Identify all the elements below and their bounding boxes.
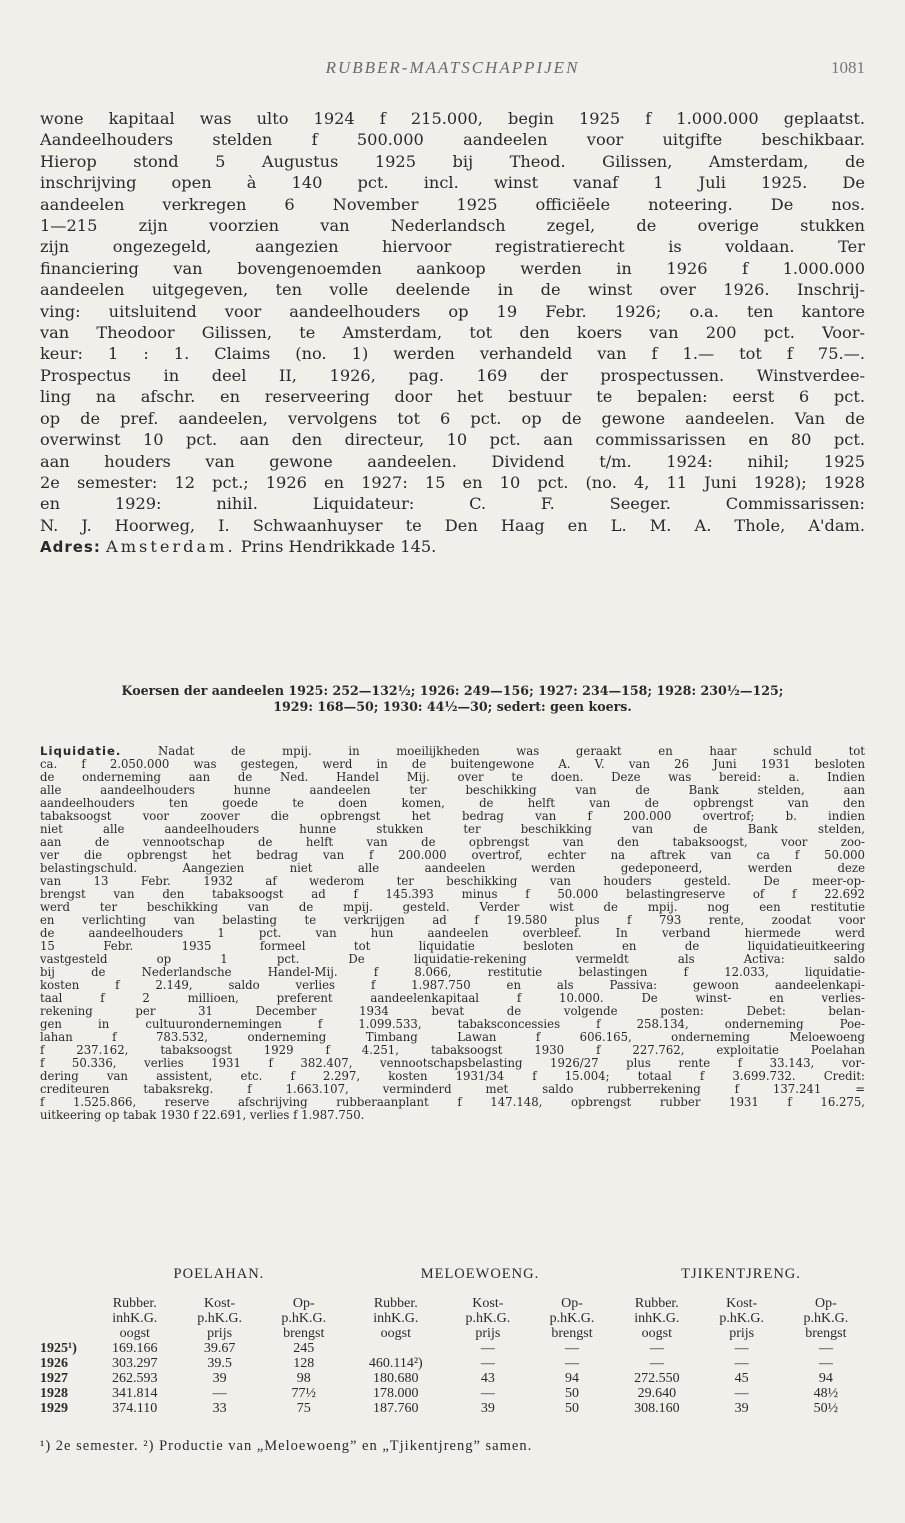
text-line: 1—215 zijn voorzien van Nederlandsch zegel, de overige stukken	[40, 216, 865, 236]
table-cell: —	[212, 1386, 227, 1401]
table-cell: 178.000	[373, 1386, 419, 1401]
liquidation-line: belastingschuld. Aangezien niet alle aandeelen werden gedeponeerd, werden deze	[40, 862, 865, 875]
liquidation-text: Nadat de mpij. in moeilijkheden was geraakt en haar schuld tot	[158, 745, 865, 758]
row-year: 1929	[40, 1401, 68, 1416]
col-header: p.hK.G.	[803, 1311, 849, 1326]
group-poelahan: POELAHAN.	[173, 1266, 265, 1282]
group-tjikentjreng: TJIKENTJRENG.	[681, 1266, 801, 1282]
table-row	[38, 1371, 868, 1386]
table-subheader	[38, 1296, 868, 1311]
col-header: oogst	[380, 1326, 411, 1341]
table-group-header	[38, 1267, 868, 1296]
text-line: wone kapitaal was ulto 1924 f 215.000, begin 1925 f 1.000.000 geplaatst.	[40, 109, 865, 128]
text-line: financiering van bovengenoemden aankoop werden in 1926 f 1.000.000	[40, 258, 865, 278]
liquidation-line: de aandeelhouders 1 pct. van hun aandeelen overbleef. In verband hiermede werd	[40, 927, 865, 940]
table-footnote: ¹) 2e semester. ²) Productie van „Meloewoeng” en „Tjikentjreng” samen.	[40, 1438, 533, 1454]
liquidation-line: gen in cultuurondernemingen f 1.099.533, tabaksconcessies f 258.134, onderneming Poe-	[40, 1018, 865, 1031]
liquidation-line: bij de Nederlandsche Handel-Mij. f 8.066, restitutie belastingen f 12.033, liquidatie-	[40, 966, 865, 979]
table-cell: 245	[293, 1341, 315, 1356]
table-cell: 48½	[813, 1386, 839, 1401]
table-cell: 94	[818, 1371, 833, 1386]
table-cell: 39.67	[203, 1341, 236, 1356]
liquidation-line: crediteuren tabaksrekg. f 1.663.107, verminderd met saldo rubberrekening f 137.241 =	[40, 1083, 865, 1096]
liquidation-line: 15 Febr. 1935 formeel tot liquidatie besloten en de liquidatieuitkeering	[40, 940, 865, 953]
col-header: inhK.G.	[634, 1311, 680, 1326]
table-row	[38, 1401, 868, 1416]
col-header: brengst	[551, 1326, 593, 1341]
liquidation-line: kosten f 2.149, saldo verlies f 1.987.750 en als Passiva: gewoon aandeelenkapi-	[40, 979, 865, 992]
share-prices-line: 1929: 168—50; 1930: 44½—30; sedert: geen koers.	[273, 699, 632, 714]
table-cell: —	[818, 1341, 833, 1356]
table-cell: 94	[565, 1371, 579, 1386]
col-header: Rubber.	[373, 1296, 418, 1311]
liquidation-line: ver die opbrengst het bedrag van f 200.000 overtrof, echter na aftrek van ca f 50.000	[40, 849, 865, 862]
col-header: p.hK.G.	[465, 1311, 511, 1326]
col-header: brengst	[805, 1326, 847, 1341]
table-cell: 98	[296, 1371, 311, 1386]
col-header: Kost-	[204, 1296, 236, 1311]
liquidation-line: werd ter beschikking van de mpij. gesteld. Verder wist de mpij. nog een restitutie	[40, 901, 865, 914]
table-cell: 374.110	[112, 1401, 158, 1416]
liquidation-line: vastgesteld op 1 pct. De liquidatie-rekening vermeldt als Activa: saldo	[40, 953, 865, 966]
liquidation-line: taal f 2 millioen, preferent aandeelenkapitaal f 10.000. De winst- en verlies-	[40, 992, 865, 1005]
col-header: oogst	[641, 1326, 673, 1341]
share-prices-line: Koersen der aandeelen 1925: 252—132½; 1926: 249—156; 1927: 234—158; 1928: 230½—125;	[121, 683, 784, 698]
text-line: inschrijving open à 140 pct. incl. winst vanaf 1 Juli 1925. De	[40, 173, 865, 193]
text-line: keur: 1 : 1. Claims (no. 1) werden verhandeld van f 1.— tot f 75.—.	[40, 344, 865, 364]
text-line: Aandeelhouders stelden f 500.000 aandeelen voor uitgifte beschikbaar.	[40, 130, 865, 150]
company-description	[40, 108, 865, 559]
text-line: aan houders van gewone aandeelen. Dividend t/m. 1924: nihil; 1925	[40, 451, 865, 471]
table-cell: —	[818, 1356, 833, 1371]
liquidation-line: f 1.525.866, reserve afschrijving rubberaanplant f 147.148, opbrengst rubber 1931 f 16.275,	[40, 1096, 865, 1109]
col-header: Kost-	[726, 1296, 758, 1311]
col-header: p.hK.G.	[719, 1311, 765, 1326]
col-header: p.hK.G.	[197, 1311, 242, 1326]
table-cell: 169.166	[112, 1341, 158, 1356]
col-header: oogst	[119, 1326, 150, 1341]
table-cell: —	[480, 1341, 495, 1356]
table-cell: 29.640	[637, 1386, 677, 1401]
table-subheader	[38, 1311, 868, 1326]
adres-street: Prins Hendrikkade 145.	[240, 537, 437, 557]
liquidation-line: f 237.162, tabaksoogst 1929 f 4.251, tabaksoogst 1930 f 227.762, exploitatie Poelahan	[40, 1044, 865, 1057]
table-cell: —	[649, 1356, 664, 1371]
table-cell: 43	[480, 1371, 495, 1386]
table-cell: 341.814	[112, 1386, 158, 1401]
table-cell: 75	[296, 1401, 311, 1416]
liquidation-label: Liquidatie.	[40, 745, 122, 758]
col-header: Op-	[561, 1296, 583, 1311]
liquidation-line: de onderneming aan de Ned. Handel Mij. over te doen. Deze was bereid: a. Indien	[40, 771, 865, 784]
text-line: overwinst 10 pct. aan den directeur, 10 pct. aan commissarissen en 80 pct.	[40, 430, 865, 450]
text-line: zijn ongezegeld, aangezien hiervoor registratierecht is voldaan. Ter	[40, 237, 865, 257]
table-cell: 308.160	[634, 1401, 680, 1416]
table-row	[38, 1386, 868, 1401]
liquidation-line: van 13 Febr. 1932 af wederom ter beschikking van houders gesteld. De meer-op-	[40, 875, 865, 888]
col-header: prijs	[207, 1326, 233, 1341]
table-cell: 33	[212, 1401, 227, 1416]
table-cell: 45	[734, 1371, 749, 1386]
table-cell: —	[565, 1341, 579, 1356]
text-line: ling na afschr. en reserveering door het bestuur te bepalen: eerst 6 pct.	[40, 387, 865, 407]
share-prices	[40, 683, 865, 715]
liquidation-line: lahan f 783.532, onderneming Timbang Lawan f 606.165, onderneming Meloewoeng	[40, 1031, 865, 1044]
col-header: p.hK.G.	[549, 1311, 595, 1326]
row-year: 1928	[40, 1386, 68, 1401]
liquidation-line: en verlichting van belasting te verkrijgen ad f 19.580 plus f 793 rente, zoodat voor	[40, 914, 865, 927]
liquidation-line: uitkeering op tabak 1930 f 22.691, verlies f 1.987.750.	[40, 1109, 365, 1122]
col-header: Op-	[292, 1296, 315, 1311]
table-cell: —	[565, 1356, 579, 1371]
col-header: inhK.G.	[112, 1311, 158, 1326]
table-cell: 272.550	[634, 1371, 680, 1386]
text-line: van Theodoor Gilissen, te Amsterdam, tot den koers van 200 pct. Voor-	[40, 323, 865, 343]
table-cell: 303.297	[112, 1356, 158, 1371]
text-line: Prospectus in deel II, 1926, pag. 169 der prospectussen. Winstverdee-	[40, 365, 865, 385]
text-line: en 1929: nihil. Liquidateur: C. F. Seeger. Commissarissen:	[40, 494, 865, 514]
text-line: N. J. Hoorweg, I. Schwaanhuyser te Den Haag en L. M. A. Thole, A'dam.	[40, 515, 865, 535]
liquidation-line: brengst van den tabaksoogst ad f 145.393 minus f 50.000 belastingreserve of f 22.692	[40, 888, 865, 901]
row-year: 1926	[40, 1356, 68, 1371]
liquidation-line: aandeelhouders ten goede te doen komen, de helft van de opbrengst van den	[40, 797, 865, 810]
running-head: RUBBER-MAATSCHAPPIJEN	[325, 58, 580, 77]
liquidation-first-line	[40, 745, 865, 758]
adres-line	[40, 536, 865, 558]
adres-city: Amsterdam.	[106, 537, 236, 557]
group-meloewoeng: MELOEWOENG.	[420, 1266, 540, 1282]
liquidation-line: alle aandeelhouders hunne aandeelen ter beschikking van de Bank stelden, aan	[40, 784, 865, 797]
liquidation-line: aan de vennootschap de helft van de opbrengst van den tabaksoogst, voor zoo-	[40, 836, 865, 849]
table-cell: —	[480, 1386, 495, 1401]
page-number: 1081	[831, 58, 865, 77]
table-cell: 187.760	[373, 1401, 419, 1416]
page-header	[40, 58, 865, 82]
text-line: Hierop stond 5 Augustus 1925 bij Theod. Gilissen, Amsterdam, de	[40, 151, 865, 171]
col-header: p.hK.G.	[281, 1311, 327, 1326]
production-table	[38, 1267, 868, 1416]
table-cell: 180.680	[373, 1371, 419, 1386]
table-row	[38, 1356, 868, 1371]
liquidation-line: ca. f 2.050.000 was gestegen, werd in de buitengewone A. V. van 26 Juni 1931 besloten	[40, 758, 865, 771]
table-cell: 460.114²)	[368, 1356, 423, 1371]
row-year: 1925¹)	[40, 1341, 77, 1356]
col-header: Kost-	[472, 1296, 504, 1311]
liquidation-line: tabaksoogst voor zoover die opbrengst het bedrag van f 200.000 overtrof; b. indien	[40, 810, 865, 823]
row-year: 1927	[40, 1371, 68, 1386]
col-header: prijs	[729, 1326, 755, 1341]
col-header: Op-	[814, 1296, 837, 1311]
table-cell: —	[734, 1386, 749, 1401]
text-line: 2e semester: 12 pct.; 1926 en 1927: 15 en 10 pct. (no. 4, 11 Juni 1928); 1928	[40, 472, 865, 492]
table-cell: 39	[212, 1371, 227, 1386]
col-header: inhK.G.	[373, 1311, 419, 1326]
table-cell: 39.5	[207, 1356, 232, 1371]
col-header: Rubber.	[634, 1296, 679, 1311]
table-cell: —	[480, 1356, 495, 1371]
col-header: prijs	[475, 1326, 501, 1341]
table-cell: 262.593	[112, 1371, 158, 1386]
liquidation-section	[40, 745, 865, 1122]
text-line: aandeelen uitgegeven, ten volle deelende in de winst over 1926. Inschrij-	[40, 280, 865, 300]
table-cell: 77½	[291, 1386, 316, 1401]
table-cell: 39	[734, 1401, 749, 1416]
text-line: ving: uitsluitend voor aandeelhouders op 19 Febr. 1926; o.a. ten kantore	[40, 301, 865, 321]
table-cell: 128	[293, 1356, 315, 1371]
liquidation-line: dering van assistent, etc. f 2.297, kosten 1931/34 f 15.004; totaal f 3.699.732. Credit:	[40, 1070, 865, 1083]
col-header: brengst	[283, 1326, 325, 1341]
table-cell: —	[734, 1341, 749, 1356]
liquidation-line: rekening per 31 December 1934 bevat de volgende posten: Debet: belan-	[40, 1005, 865, 1018]
text-line: op de pref. aandeelen, vervolgens tot 6 pct. op de gewone aandeelen. Van de	[40, 408, 865, 428]
table-cell: 50	[565, 1401, 579, 1416]
table-cell: —	[734, 1356, 749, 1371]
table-subheader	[38, 1326, 868, 1341]
table-row	[38, 1341, 868, 1356]
col-header: Rubber.	[112, 1296, 157, 1311]
table-cell: 39	[480, 1401, 495, 1416]
liquidation-line: f 50.336, verlies 1931 f 382.407, vennootschapsbelasting 1926/27 plus rente f 33.143, vor-	[40, 1057, 865, 1070]
table-cell	[346, 1341, 446, 1356]
table-cell: —	[649, 1341, 664, 1356]
liquidation-line: niet alle aandeelhouders hunne stukken ter beschikking van de Bank stelden,	[40, 823, 865, 836]
adres-label: Adres:	[40, 538, 101, 557]
table-cell: 50	[565, 1386, 579, 1401]
text-line: aandeelen verkregen 6 November 1925 officiëele noteering. De nos.	[40, 194, 865, 214]
table-cell: 50½	[813, 1401, 839, 1416]
